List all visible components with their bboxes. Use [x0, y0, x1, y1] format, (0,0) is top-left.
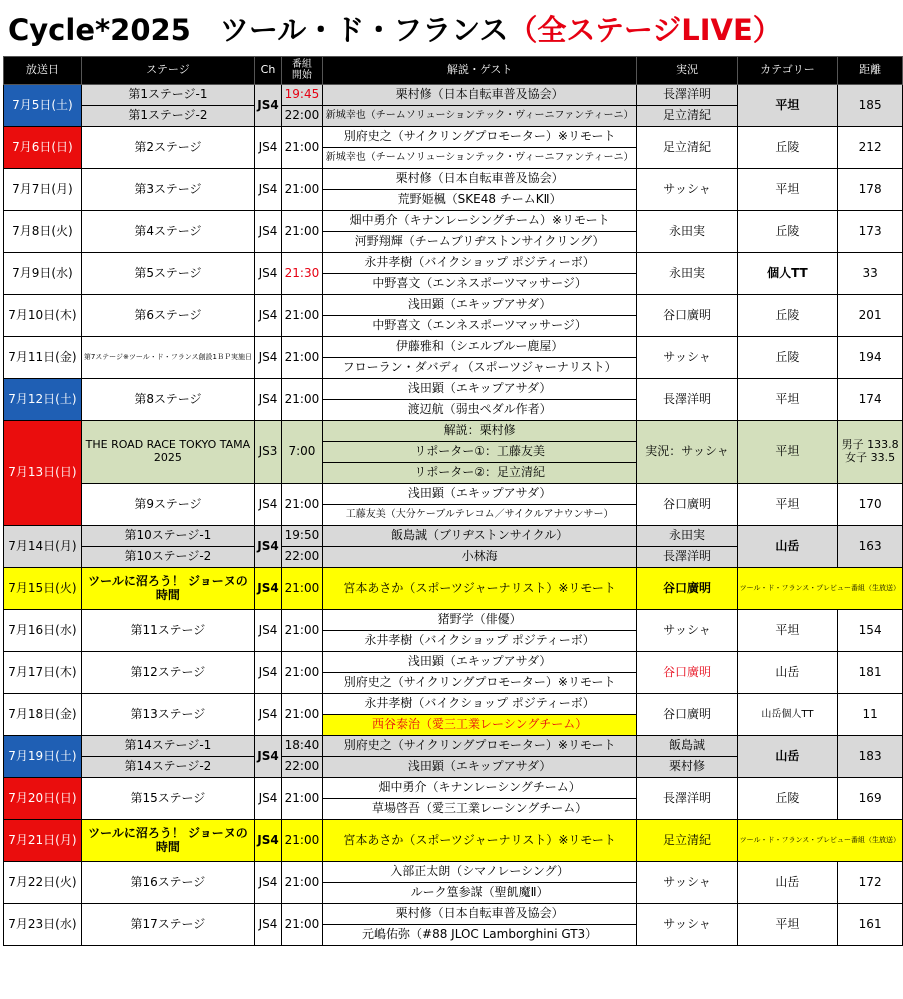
category-cell: 山岳	[737, 526, 838, 568]
time-cell: 21:00	[282, 568, 323, 610]
distance-cell: 181	[838, 652, 903, 694]
distance-cell: 154	[838, 610, 903, 652]
guest-cell: 畑中勇介（キナンレーシングチーム）	[322, 778, 637, 799]
guest-cell: 栗村修（日本自転車普及協会）	[322, 904, 637, 925]
guest-cell: 西谷泰治（愛三工業レーシングチーム）	[322, 715, 637, 736]
time-cell: 21:00	[282, 820, 323, 862]
channel-cell: JS4	[255, 736, 282, 778]
table-row	[4, 736, 903, 757]
time-cell: 21:00	[282, 778, 323, 820]
caster-cell: 永田実	[637, 526, 737, 547]
channel-cell: JS4	[255, 526, 282, 568]
table-row	[4, 484, 903, 505]
channel-cell: JS4	[255, 379, 282, 421]
stage-cell: 第14ステージ-2	[81, 757, 254, 778]
guest-cell: 猪野学（俳優）	[322, 610, 637, 631]
guest-cell: 別府史之（サイクリングプロモーター）※リモート	[322, 127, 637, 148]
caster-cell: 谷口廣明	[637, 484, 737, 526]
distance-cell: 172	[838, 862, 903, 904]
guest-cell: 浅田顕（エキップアサダ）	[322, 652, 637, 673]
stage-cell: 第10ステージ-2	[81, 547, 254, 568]
guest-cell: 新城幸也（チームソリューションテック・ヴィーニファンティーニ）	[322, 148, 637, 169]
guest-cell: 飯島誠（ブリヂストンサイクル）	[322, 526, 637, 547]
title-main: Cycle*2025 ツール・ド・フランス	[8, 13, 509, 47]
distance-cell: 194	[838, 337, 903, 379]
stage-cell: 第13ステージ	[81, 694, 254, 736]
guest-cell: 元嶋佑弥（#88 JLOC Lamborghini GT3）	[322, 925, 637, 946]
guest-cell: ルーク篁参謀（聖飢魔Ⅱ）	[322, 883, 637, 904]
stage-cell: 第1ステージ-1	[81, 85, 254, 106]
table-row	[4, 337, 903, 358]
channel-cell: JS4	[255, 169, 282, 211]
category-cell: 丘陵	[737, 127, 838, 169]
category-cell: 平坦	[737, 421, 838, 484]
category-cell: 平坦	[737, 610, 838, 652]
caster-cell: サッシャ	[637, 862, 737, 904]
guest-cell: 新城幸也（チームソリューションテック・ヴィーニファンティーニ）	[322, 106, 637, 127]
table-row	[4, 694, 903, 715]
category-cell: 個人TT	[737, 253, 838, 295]
guest-cell: フローラン・ダバディ（スポーツジャーナリスト）	[322, 358, 637, 379]
channel-cell: JS4	[255, 568, 282, 610]
guest-cell: 工藤友美（大分ケーブルテレコム／サイクルアナウンサー）	[322, 505, 637, 526]
date-cell: 7月9日(水)	[4, 253, 82, 295]
category-cell: 丘陵	[737, 337, 838, 379]
stage-cell: 第14ステージ-1	[81, 736, 254, 757]
category-cell: 丘陵	[737, 295, 838, 337]
time-cell: 21:00	[282, 337, 323, 379]
guest-cell: リポーター②：足立清紀	[322, 463, 637, 484]
time-cell: 21:00	[282, 610, 323, 652]
stage-cell: 第6ステージ	[81, 295, 254, 337]
caster-cell: 実況：サッシャ	[637, 421, 737, 484]
guest-cell: 荒野姫楓（SKE48 チームKⅡ）	[322, 190, 637, 211]
date-cell: 7月16日(水)	[4, 610, 82, 652]
table-row	[4, 904, 903, 925]
guest-cell: 河野翔輝（チームブリヂストンサイクリング）	[322, 232, 637, 253]
date-cell: 7月7日(月)	[4, 169, 82, 211]
stage-cell: 第7ステージ※ツール・ド・フランス創設1ＢＰ実施日	[81, 337, 254, 379]
category-cell: 平坦	[737, 85, 838, 127]
stage-cell: 第17ステージ	[81, 904, 254, 946]
caster-cell: 長澤洋明	[637, 379, 737, 421]
guest-cell: 中野喜文（エンネスポーツマッサージ）	[322, 274, 637, 295]
time-cell: 19:50	[282, 526, 323, 547]
date-cell: 7月14日(月)	[4, 526, 82, 568]
date-cell: 7月21日(月)	[4, 820, 82, 862]
channel-cell: JS4	[255, 295, 282, 337]
time-cell: 21:00	[282, 862, 323, 904]
title-accent: （全ステージLIVE）	[508, 13, 782, 47]
channel-cell: JS4	[255, 337, 282, 379]
caster-cell: サッシャ	[637, 169, 737, 211]
channel-cell: JS4	[255, 694, 282, 736]
category-cell: 平坦	[737, 484, 838, 526]
table-row	[4, 778, 903, 799]
category-cell: 平坦	[737, 379, 838, 421]
time-cell: 22:00	[282, 547, 323, 568]
date-cell: 7月15日(火)	[4, 568, 82, 610]
caster-cell: 谷口廣明	[637, 568, 737, 610]
guest-cell: 浅田顕（エキップアサダ）	[322, 379, 637, 400]
channel-cell: JS4	[255, 862, 282, 904]
guest-cell: 伊藤雅和（シエルブルー鹿屋）	[322, 337, 637, 358]
guest-cell: 別府史之（サイクリングプロモーター）※リモート	[322, 673, 637, 694]
date-cell: 7月6日(日)	[4, 127, 82, 169]
time-cell: 21:00	[282, 904, 323, 946]
date-cell: 7月8日(火)	[4, 211, 82, 253]
date-cell: 7月20日(日)	[4, 778, 82, 820]
guest-cell: リポーター①：工藤友美	[322, 442, 637, 463]
guest-cell: 永井孝樹（バイクショップ ポジティーボ）	[322, 694, 637, 715]
table-row	[4, 652, 903, 673]
date-cell: 7月12日(土)	[4, 379, 82, 421]
time-cell: 21:00	[282, 694, 323, 736]
distance-cell: 201	[838, 295, 903, 337]
time-cell: 21:00	[282, 379, 323, 421]
caster-cell: 谷口廣明	[637, 295, 737, 337]
stage-cell: 第8ステージ	[81, 379, 254, 421]
distance-cell: 33	[838, 253, 903, 295]
table-row	[4, 820, 903, 862]
caster-cell: 永田実	[637, 211, 737, 253]
guest-cell: 宮本あさか（スポーツジャーナリスト）※リモート	[322, 820, 637, 862]
time-cell: 21:00	[282, 484, 323, 526]
channel-cell: JS4	[255, 127, 282, 169]
guest-cell: 渡辺航（弱虫ペダル作者）	[322, 400, 637, 421]
header-distance: 距離	[838, 57, 903, 85]
stage-cell: 第5ステージ	[81, 253, 254, 295]
distance-cell: 173	[838, 211, 903, 253]
stage-cell: 第4ステージ	[81, 211, 254, 253]
table-row	[4, 253, 903, 274]
header-category: カテゴリー	[737, 57, 838, 85]
time-cell: 22:00	[282, 106, 323, 127]
date-cell: 7月13日(日)	[4, 421, 82, 526]
date-cell: 7月23日(水)	[4, 904, 82, 946]
channel-cell: JS4	[255, 610, 282, 652]
guest-cell: 畑中勇介（キナンレーシングチーム）※リモート	[322, 211, 637, 232]
guest-cell: 宮本あさか（スポーツジャーナリスト）※リモート	[322, 568, 637, 610]
caster-cell: 足立清紀	[637, 820, 737, 862]
distance-cell: 169	[838, 778, 903, 820]
guest-cell: 中野喜文（エンネスポーツマッサージ）	[322, 316, 637, 337]
stage-cell: THE ROAD RACE TOKYO TAMA 2025	[81, 421, 254, 484]
distance-cell: 212	[838, 127, 903, 169]
caster-cell: 永田実	[637, 253, 737, 295]
guest-cell: 浅田顕（エキップアサダ）	[322, 295, 637, 316]
table-row	[4, 127, 903, 148]
table-row	[4, 610, 903, 631]
channel-cell: JS4	[255, 85, 282, 127]
stage-cell: ツールに沼ろう！ ジョーヌの時間	[81, 820, 254, 862]
time-cell: 22:00	[282, 757, 323, 778]
distance-cell: 男子 133.8 女子 33.5	[838, 421, 903, 484]
date-cell: 7月11日(金)	[4, 337, 82, 379]
header-caster: 実況	[637, 57, 737, 85]
channel-cell: JS4	[255, 820, 282, 862]
time-cell: 18:40	[282, 736, 323, 757]
time-cell: 7:00	[282, 421, 323, 484]
category-cell: 山岳個人TT	[737, 694, 838, 736]
guest-cell: 栗村修（日本自転車普及協会）	[322, 169, 637, 190]
distance-cell: 183	[838, 736, 903, 778]
caster-cell: サッシャ	[637, 337, 737, 379]
distance-cell: 174	[838, 379, 903, 421]
date-cell: 7月5日(土)	[4, 85, 82, 127]
table-row	[4, 211, 903, 232]
guest-cell: 永井孝樹（バイクショップ ポジティーボ）	[322, 631, 637, 652]
time-cell: 21:30	[282, 253, 323, 295]
category-cell: 丘陵	[737, 778, 838, 820]
distance-cell: 170	[838, 484, 903, 526]
table-row	[4, 85, 903, 106]
stage-cell: 第1ステージ-2	[81, 106, 254, 127]
schedule-table	[3, 56, 903, 946]
category-cell: 丘陵	[737, 211, 838, 253]
time-cell: 21:00	[282, 295, 323, 337]
guest-cell: 草場啓吾（愛三工業レーシングチーム）	[322, 799, 637, 820]
caster-cell: 谷口廣明	[637, 694, 737, 736]
category-cell: 山岳	[737, 862, 838, 904]
stage-cell: 第10ステージ-1	[81, 526, 254, 547]
distance-cell: 11	[838, 694, 903, 736]
stage-cell: ツールに沼ろう！ ジョーヌの時間	[81, 568, 254, 610]
page-title	[8, 8, 782, 52]
date-cell: 7月22日(火)	[4, 862, 82, 904]
category-cell: 山岳	[737, 736, 838, 778]
caster-cell: 足立清紀	[637, 106, 737, 127]
stage-cell: 第12ステージ	[81, 652, 254, 694]
guest-cell: 別府史之（サイクリングプロモーター）※リモート	[322, 736, 637, 757]
distance-cell: 178	[838, 169, 903, 211]
table-row	[4, 568, 903, 610]
caster-cell: 飯島誠	[637, 736, 737, 757]
header-date: 放送日	[4, 57, 82, 85]
time-cell: 21:00	[282, 127, 323, 169]
channel-cell: JS4	[255, 778, 282, 820]
stage-cell: 第3ステージ	[81, 169, 254, 211]
guest-cell: 栗村修（日本自転車普及協会）	[322, 85, 637, 106]
channel-cell: JS3	[255, 421, 282, 484]
category-cell: 山岳	[737, 652, 838, 694]
header-stage: ステージ	[81, 57, 254, 85]
time-cell: 21:00	[282, 169, 323, 211]
table-header-row	[4, 57, 903, 85]
guest-cell: 浅田顕（エキップアサダ）	[322, 484, 637, 505]
stage-cell: 第2ステージ	[81, 127, 254, 169]
caster-cell: 栗村修	[637, 757, 737, 778]
header-start: 番組 開始	[282, 57, 323, 85]
table-row	[4, 379, 903, 400]
caster-cell: 足立清紀	[637, 127, 737, 169]
guest-cell: 解説：栗村修	[322, 421, 637, 442]
header-guest: 解説・ゲスト	[322, 57, 637, 85]
channel-cell: JS4	[255, 211, 282, 253]
date-cell: 7月18日(金)	[4, 694, 82, 736]
caster-cell: サッシャ	[637, 610, 737, 652]
time-cell: 19:45	[282, 85, 323, 106]
date-cell: 7月10日(木)	[4, 295, 82, 337]
guest-cell: 小林海	[322, 547, 637, 568]
channel-cell: JS4	[255, 253, 282, 295]
caster-cell: 長澤洋明	[637, 85, 737, 106]
distance-cell: 185	[838, 85, 903, 127]
category-cell: ツール・ド・フランス・プレビュー番組（生放送）	[737, 820, 902, 862]
date-cell: 7月19日(土)	[4, 736, 82, 778]
date-cell: 7月17日(木)	[4, 652, 82, 694]
table-row	[4, 421, 903, 442]
header-ch: Ch	[255, 57, 282, 85]
channel-cell: JS4	[255, 904, 282, 946]
guest-cell: 永井孝樹（バイクショップ ポジティーボ）	[322, 253, 637, 274]
category-cell: 平坦	[737, 169, 838, 211]
table-row	[4, 295, 903, 316]
category-cell: ツール・ド・フランス・プレビュー番組（生放送）	[737, 568, 902, 610]
guest-cell: 浅田顕（エキップアサダ）	[322, 757, 637, 778]
channel-cell: JS4	[255, 484, 282, 526]
stage-cell: 第9ステージ	[81, 484, 254, 526]
channel-cell: JS4	[255, 652, 282, 694]
distance-cell: 161	[838, 904, 903, 946]
distance-cell: 163	[838, 526, 903, 568]
caster-cell: サッシャ	[637, 904, 737, 946]
time-cell: 21:00	[282, 652, 323, 694]
stage-cell: 第11ステージ	[81, 610, 254, 652]
category-cell: 平坦	[737, 904, 838, 946]
guest-cell: 入部正太朗（シマノレーシング）	[322, 862, 637, 883]
caster-cell: 長澤洋明	[637, 547, 737, 568]
time-cell: 21:00	[282, 211, 323, 253]
caster-cell: 谷口廣明	[637, 652, 737, 694]
stage-cell: 第15ステージ	[81, 778, 254, 820]
caster-cell: 長澤洋明	[637, 778, 737, 820]
table-row	[4, 526, 903, 547]
table-row	[4, 862, 903, 883]
stage-cell: 第16ステージ	[81, 862, 254, 904]
table-row	[4, 169, 903, 190]
